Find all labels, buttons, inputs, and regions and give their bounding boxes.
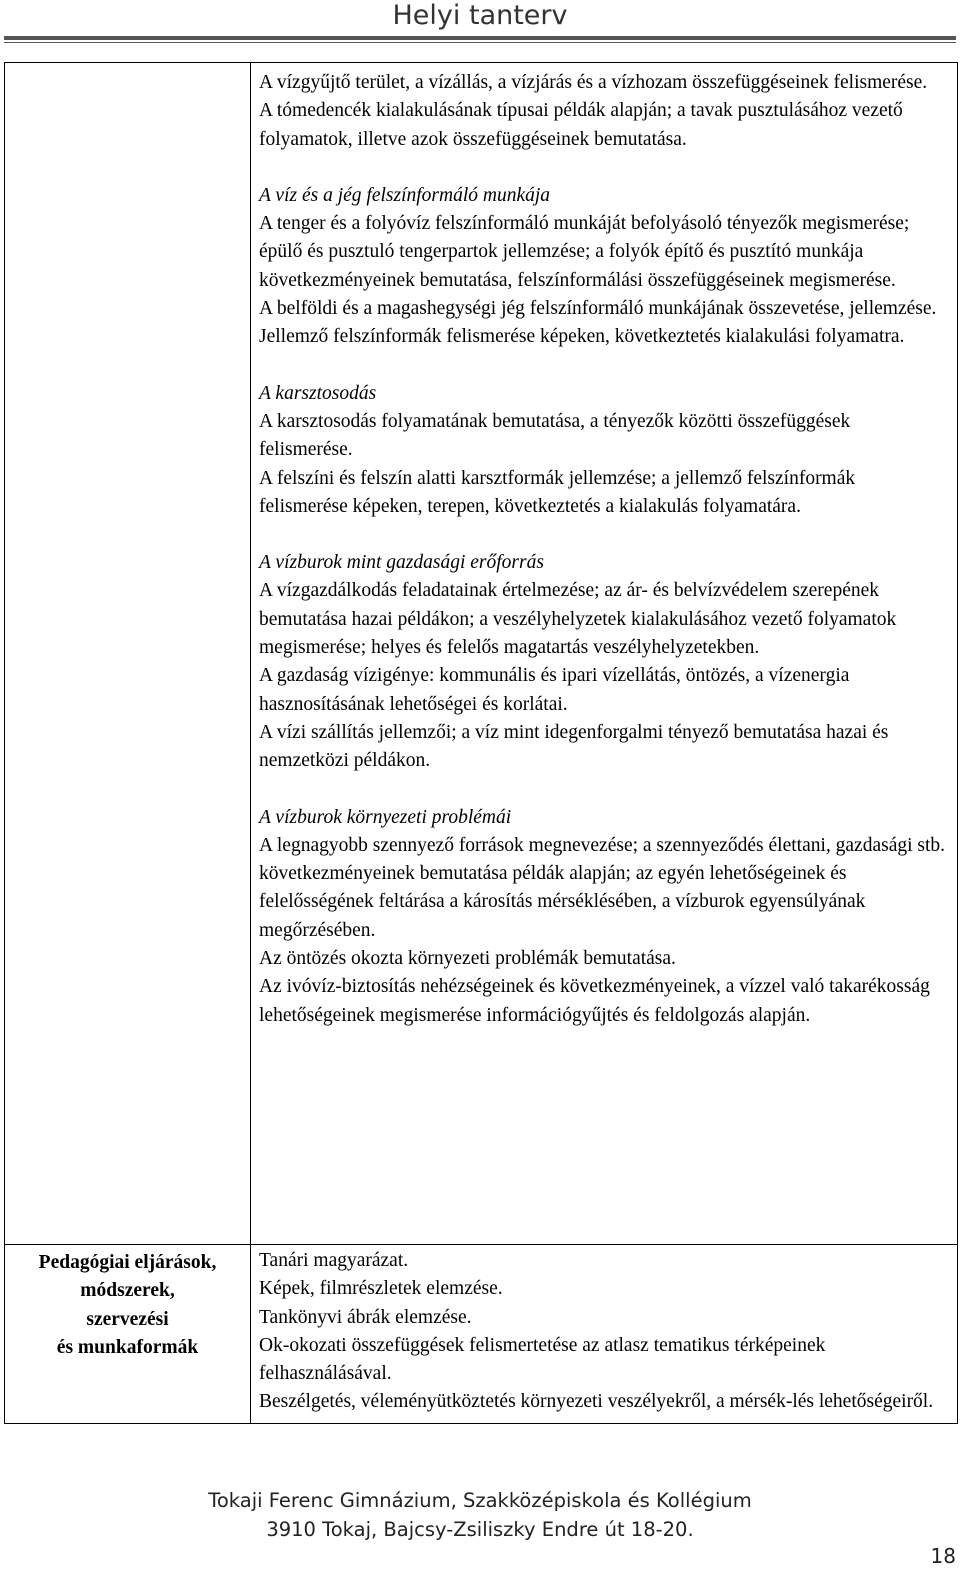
section-water-ice bbox=[259, 182, 947, 352]
paragraph: A tenger és a folyóvíz felszínformáló munkáját befolyásoló tényezők megismerése; épülő és pusztuló tengerpartok jellemzése; a folyók építő és pusztító munkája következményeinek bemutatása, felszínformálási összefüggéseinek megismerése. bbox=[259, 213, 910, 291]
paragraph: A felszíni és felszín alatti karsztformák jellemzése; a jellemző felszínformák felismerése képeken, terepen, következtetés a kialakulás folyamatára. bbox=[259, 467, 856, 517]
paragraph: Az öntözés okozta környezeti problémák bemutatása. bbox=[259, 948, 676, 970]
method-item: Ok-okozati összefüggések felismertetése az atlasz tematikus térképeinek felhasználásával. bbox=[259, 1334, 826, 1385]
content-label-cell bbox=[5, 63, 251, 1245]
methods-row bbox=[5, 1245, 958, 1424]
section-title: A karsztosodás bbox=[259, 382, 377, 404]
section-title: A víz és a jég felszínformáló munkája bbox=[259, 184, 551, 206]
paragraph: A karsztosodás folyamatának bemutatása, a tényezők közötti összefüggések felismerése. bbox=[259, 410, 851, 461]
paragraph: A vízi szállítás jellemzői; a víz mint idegenforgalmi tényező bemutatása hazai és nemzetközi példákon. bbox=[259, 721, 889, 772]
page-footer bbox=[0, 1486, 960, 1544]
section-environmental-problems bbox=[259, 804, 947, 1030]
paragraph: A gazdaság vízigénye: kommunális és ipari vízellátás, öntözés, a vízenergia hasznosításának lehetőségei és korlátai. bbox=[259, 665, 850, 715]
footer-address: 3910 Tokaj, Bajcsy-Zsiliszky Endre út 18-20. bbox=[266, 1518, 694, 1541]
paragraph: A legnagyobb szennyező források megnevezése; a szennyeződés élettani, gazdasági stb. következményeinek bemutatása példák alapján; az egyén lehetőségeinek és felelősségének feltárása a károsítás mérséklésében, a vízburok egyensúlyának megőrzésében. bbox=[259, 834, 946, 941]
section-title: A vízburok mint gazdasági erőforrás bbox=[259, 552, 544, 574]
paragraph: A vízgyűjtő terület, a vízállás, a vízjárás és a vízhozam összefüggéseinek felismerése. bbox=[259, 72, 928, 93]
section-economic-resource bbox=[259, 549, 947, 775]
paragraph: A belföldi és a magashegységi jég felszínformáló munkájának összevetése, jellemzése. bbox=[259, 298, 937, 320]
method-item: Beszélgetés, véleményütköztetés környezeti veszélyekről, a mérsék-lés lehetőségeiről. bbox=[259, 1391, 934, 1413]
content-cell bbox=[251, 63, 958, 1245]
section-title: A vízburok környezeti problémái bbox=[259, 806, 512, 828]
paragraph: A vízgazdálkodás feladatainak értelmezése; az ár- és belvízvédelem szerepének bemutatása hazai példákon; a veszélyhelyzetek kialakulásához vezető folyamatok megismerése; helyes és felelős magatartás veszélyhelyzetekben. bbox=[259, 580, 897, 659]
methods-label-cell bbox=[5, 1245, 251, 1424]
methods-label-line: szervezési bbox=[86, 1308, 169, 1330]
content-row bbox=[5, 63, 958, 1245]
header-rule bbox=[4, 36, 956, 40]
page-number: 18 bbox=[930, 1544, 956, 1568]
method-item: Tankönyvi ábrák elemzése. bbox=[259, 1306, 472, 1328]
paragraph: Jellemző felszínformák felismerése képeken, következtetés kialakulási folyamatra. bbox=[259, 326, 905, 348]
method-item: Képek, filmrészletek elemzése. bbox=[259, 1278, 503, 1300]
header-rule-thin bbox=[4, 42, 956, 43]
methods-cell bbox=[251, 1245, 958, 1424]
curriculum-table bbox=[4, 62, 958, 1424]
methods-label-line: Pedagógiai eljárások, bbox=[38, 1252, 217, 1273]
intro-section bbox=[259, 69, 947, 154]
methods-label-line: módszerek, bbox=[80, 1280, 175, 1302]
section-karst bbox=[259, 380, 947, 521]
paragraph: Az ivóvíz-biztosítás nehézségeinek és következményeinek, a vízzel való takarékosság lehetőségeinek megismerése információgyűjtés és feldolgozás alapján. bbox=[259, 976, 930, 1026]
paragraph: A tómedencék kialakulásának típusai példák alapján; a tavak pusztulásához vezető folyamatok, illetve azok összefüggéseinek bemutatása. bbox=[259, 100, 903, 150]
footer-school-name: Tokaji Ferenc Gimnázium, Szakközépiskola és Kollégium bbox=[208, 1489, 752, 1512]
method-item: Tanári magyarázat. bbox=[259, 1250, 409, 1271]
methods-label-line: és munkaformák bbox=[56, 1336, 199, 1358]
page-header-title: Helyi tanterv bbox=[392, 0, 568, 31]
